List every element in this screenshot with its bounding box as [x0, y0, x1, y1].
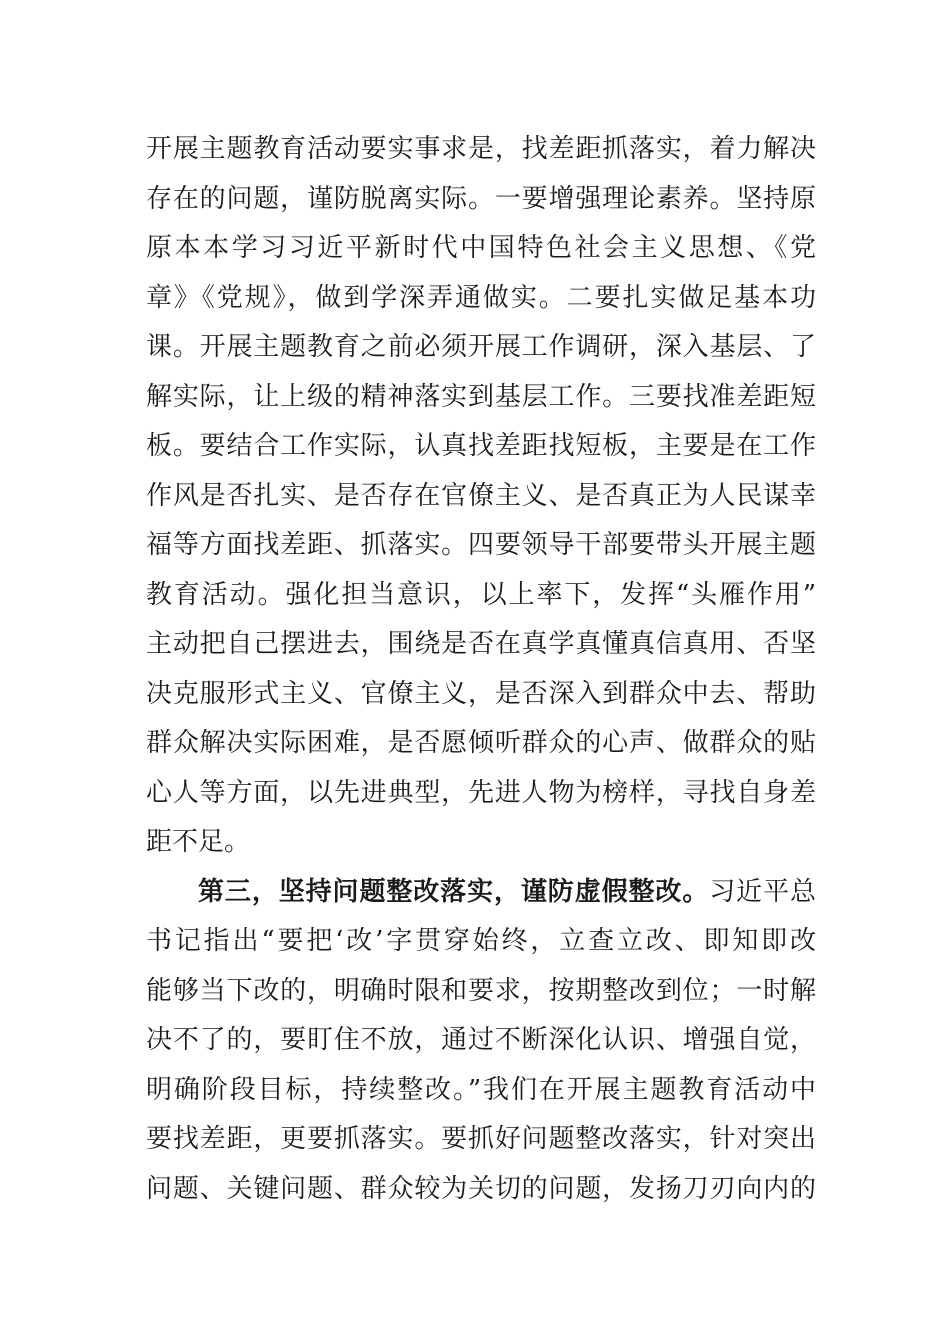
paragraph-line: 作风是否扎实、是否存在官僚主义、是否真正为人民谋幸 [146, 480, 816, 511]
paragraph-line: 存在的问题，谨防脱离实际。一要增强理论素养。坚持原 [146, 183, 816, 214]
paragraph-first-line [146, 868, 816, 918]
document-body [146, 125, 816, 1214]
paragraph-line: 决克服形式主义、官僚主义，是否深入到群众中去、帮助 [146, 678, 816, 709]
paragraph-2 [146, 868, 816, 1215]
paragraph-line: 主动把自己摆进去，围绕是否在真学真懂真信真用、否坚 [146, 629, 816, 659]
paragraph-line: 距不足。 [146, 827, 251, 857]
paragraph-line: 开展主题教育活动要实事求是，找差距抓落实，着力解决 [146, 134, 816, 164]
paragraph-line: 心人等方面，以先进典型，先进人物为榜样，寻找自身差 [146, 777, 816, 808]
paragraph-line: 问题、关键问题、群众较为关切的问题，发扬刀刃向内的 [146, 1173, 816, 1204]
paragraph-line: 板。要结合工作实际，认真找差距找短板，主要是在工作 [146, 431, 816, 461]
paragraph-line: 章》《党规》，做到学深弄通做实。二要扎实做足基本功 [146, 282, 816, 313]
paragraph-line: 明确阶段目标，持续整改。”我们在开展主题教育活动中 [146, 1074, 816, 1105]
paragraph-line: 课。开展主题教育之前必须开展工作调研，深入基层、了 [146, 332, 816, 362]
paragraph-1 [146, 125, 816, 868]
paragraph-line: 教育活动。强化担当意识，以上率下，发挥“头雁作用” [146, 579, 816, 610]
paragraph-line: 书记指出“要把‘改’字贯穿始终，立查立改、即知即改 [146, 926, 816, 956]
paragraph-line: 福等方面找差距、抓落实。四要领导干部要带头开展主题 [146, 530, 816, 560]
heading-line-rest: 习近平总 [709, 876, 816, 907]
paragraph-line: 原本本学习习近平新时代中国特色社会主义思想、《党 [146, 233, 816, 263]
section-heading: 第三，坚持问题整改落实，谨防虚假整改。 [198, 876, 710, 907]
paragraph-line: 解实际，让上级的精神落实到基层工作。三要找准差距短 [146, 381, 816, 412]
paragraph-line: 能够当下改的，明确时限和要求，按期整改到位；一时解 [146, 975, 816, 1006]
paragraph-line: 群众解决实际困难，是否愿倾听群众的心声、做群众的贴 [146, 728, 816, 758]
paragraph-line: 要找差距，更要抓落实。要抓好问题整改落实，针对突出 [146, 1124, 816, 1154]
paragraph-line: 决不了的，要盯住不放，通过不断深化认识、增强自觉， [146, 1025, 816, 1055]
